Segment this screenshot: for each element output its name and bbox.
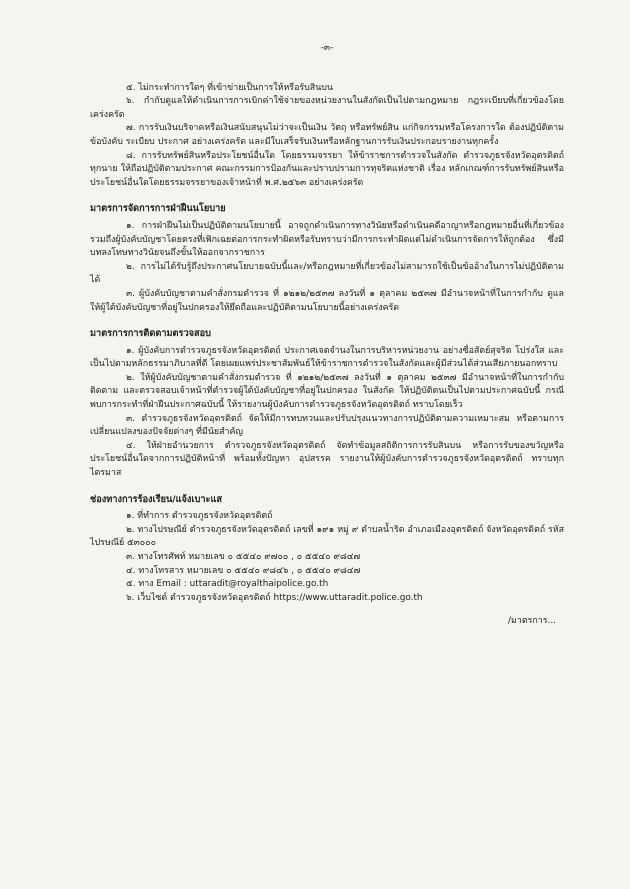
contact-item-email [90, 578, 564, 592]
contact-item-post: ๒. ทางไปรษณีย์ ตำรวจภูธรจังหวัดอุตรดิตถ์ เลขที่ ๑๙๑ หมู่ ๙ ตำบลน้ำริด อำเภอเมืองอุตรดิตถ์ จังหวัดอุตรดิตถ์ รหัสไปรษณีย์ ๕๓๐๐๐ [90, 524, 564, 549]
intro-item-5: ๕. ไม่กระทำการใดๆ ที่เข้าข่ายเป็นการให้หรือรับสินบน [126, 82, 333, 93]
violation-item-3: ๓. ผู้บังคับบัญชาตามคำสั่งกรมตำรวจ ที่ ๑๒๑๒/๒๕๓๗ ลงวันที่ ๑ ตุลาคม ๒๕๓๗ มีอำนาจหน้าที่ในการกำกับ ดูแล ให้ผู้ใต้บังคับบัญชาที่อยู่ในปกครองให้ยึดถือและปฏิบัติตามนโยบายนี้อย่างเคร่งครัด [90, 288, 564, 313]
monitor-item-2: ๒. ให้ผู้บังคับบัญชาตามคำสั่งกรมตำรวจ ที่ ๑๒๑๒/๒๕๓๗ ลงวันที่ ๑ ตุลาคม ๒๕๓๗ มีอำนาจหน้าที่ในการกำกับ ติดตาม และตรวจสอบเจ้าหน้าที่ตำรวจผู้ใต้บังคับบัญชาที่อยู่ในปกครอง ในสังกัด ให้ปฏิบัติตนเป็นไปตามประกาศฉบับนี้ กรณีพบการกระทำที่ฝ่าฝืนประกาศฉบับนี้ ให้รายงานผู้บังคับการตำรวจภูธรจังหวัดอุตรดิตถ์ ทราบโดยเร็ว [90, 372, 564, 411]
intro-item-8: ๘. การรับทรัพย์สินหรือประโยชน์อื่นใด โดยธรรมจรรยา ให้ข้าราชการตำรวจในสังกัด ตำรวจภูธรจังหวัดอุตรดิตถ์ ทุกนาย ให้ถือปฏิบัติตามประกาศ คณะกรรมการป้องกันและปราบปรามการทุจริตแห่งชาติ เรื่อง หลักเกณฑ์การรับทรัพย์สินหรือประโยชน์อื่นใดโดยธรรมจรรยาของเจ้าหน้าที่ พ.ศ.๒๕๖๓ อย่างเคร่งครัด [90, 150, 564, 188]
contact-items [90, 510, 564, 605]
monitor-item-4: ๔. ให้ฝ่ายอำนวยการ ตำรวจภูธรจังหวัดอุตรดิตถ์ จัดทำข้อมูลสถิติการการรับสินบน หรือการรับของขวัญหรือประโยชน์อื่นใดจากการปฏิบัติหน้าที่ พร้อมทั้งปัญหา อุปสรรค รายงานให้ผู้บังคับการตำรวจภูธรจังหวัดอุตรดิตถ์ ทราบทุกไตรมาส [90, 440, 564, 479]
violation-items [90, 220, 564, 315]
monitor-item-3: ๓. ตำรวจภูธรจังหวัดอุตรดิตถ์ จัดให้มีการทบทวนและปรับปรุงแนวทางการปฏิบัติตามความเหมาะสม หรือตามการเปลี่ยนแปลงของปัจจัยต่างๆ ที่มีนัยสำคัญ [90, 413, 564, 438]
contact-item-phone: ๓. ทางโทรศัพท์ หมายเลข ๐ ๕๕๔๐ ๙๗๐๐ , ๐ ๕๕๔๐ ๙๘๔๗ [126, 552, 361, 562]
violation-item-2: ๒. การไม่ได้รับรู้ถึงประกาศนโยบายฉบับนี้และ/หรือกฎหมายที่เกี่ยวข้องไม่สามารถใช้เป็นข้ออ้างในการไม่ปฏิบัติตามได้ [90, 261, 564, 286]
violation-item-1: ๑. การฝ่าฝืนไม่เป็นปฏิบัติตามนโยบายนี้ อาจถูกดำเนินการทางวินัยหรือดำเนินคดีอาญาหรือกฎหมายอื่นที่เกี่ยวข้อง รวมถึงผู้บังคับบัญชาโดยตรงที่เพิกเฉยต่อการกระทำผิดหรือรับทราบว่ามีการกระทำผิดแต่ไม่ดำเนินการจัดการให้ถูกต้อง ซึ่งมีบทลงโทษทางวินัยจนถึงขั้นให้ออกจากราชการ [90, 220, 564, 259]
intro-item-6: ๖. กำกับดูแลให้ดำเนินการการเบิกค่าใช้จ่ายของหน่วยงานในสังกัดเป็นไปตามกฎหมาย กฎระเบียบที่เกี่ยวข้องโดยเคร่งครัด [90, 96, 564, 120]
website-label: ๖. เว็บไซต์ ตำรวจภูธรจังหวัดอุตรดิตถ์ [126, 592, 274, 603]
section-heading-monitor: มาตรการการติดตามตรวจสอบ [90, 328, 211, 340]
intro-items [90, 82, 564, 191]
email-label: ๕. ทาง Email : [126, 579, 190, 590]
monitor-item-1: ๑. ผู้บังคับการตำรวจภูธรจังหวัดอุตรดิตถ์ ประกาศเจตจำนงในการบริหารหน่วยงาน อย่างซื่อสัตย์สุจริต โปร่งใส และเป็นไปตามหลักธรรมาภิบาลที่ดี โดยเผยแพร่ประชาสัมพันธ์ให้ข้าราชการตำรวจในสังกัดและผู้มีส่วนได้ส่วนเสียภายนอกทราบ [90, 345, 564, 370]
intro-item-7: ๗. การรับเงินบริจาคหรือเงินสนับสนุนไม่ว่าจะเป็นเงิน วัตถุ หรือทรัพย์สิน แก่กิจกรรมหรือโครงการใด ต้องปฏิบัติตามข้อบังคับ ระเบียบ ประกาศ อย่างเคร่งครัด และมีใบเสร็จรับเงินหรือหลักฐานการรับเงินประกอบรายงานทุกครั้ง [90, 123, 564, 147]
contact-item-office: ๑. ที่ทำการ ตำรวจภูธรจังหวัดอุตรดิตถ์ [126, 511, 273, 522]
section-heading-contact: ช่องทางการร้องเรียน/แจ้งเบาะแส [90, 493, 223, 505]
monitor-items [90, 345, 564, 481]
page-number: -๓- [320, 43, 334, 53]
website-link[interactable]: https://www.uttaradit.police.go.th [273, 592, 423, 603]
continued-footer: /มาตรการ... [508, 616, 556, 627]
contact-item-fax: ๔. ทางโทรสาร หมายเลข ๐ ๕๕๔๐ ๙๘๔๖ , ๐ ๕๕๔๐ ๙๘๔๗ [126, 565, 361, 576]
contact-item-website [90, 592, 564, 606]
email-link[interactable]: uttaradit@royalthaipolice.go.th [189, 579, 329, 590]
section-heading-violation: มาตรการจัดการการฝ่าฝืนนโยบาย [90, 203, 226, 215]
